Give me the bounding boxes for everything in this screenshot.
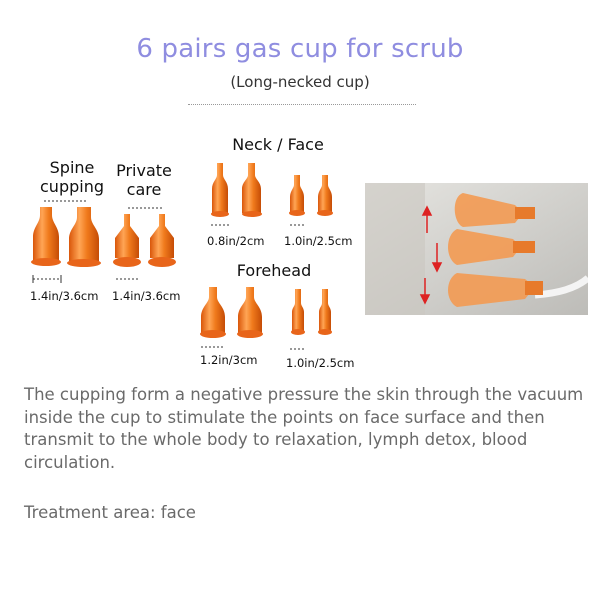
face-cup-right xyxy=(317,175,333,216)
neck-size-label: 0.8in/2cm xyxy=(207,234,265,248)
spine-cup-right xyxy=(67,207,101,267)
spine-size-label: 1.4in/3.6cm xyxy=(30,289,99,303)
forehead-cup-left xyxy=(200,287,226,338)
face-size-label: 1.0in/2.5cm xyxy=(284,234,353,248)
forehead-small-size-label: 1.0in/2.5cm xyxy=(286,356,355,370)
face-cup-left xyxy=(289,175,305,216)
treatment-area-text: Treatment area: face xyxy=(24,503,196,522)
neck-cup-right xyxy=(242,163,262,217)
forehead-small-cup-right xyxy=(318,289,332,335)
cupping-photo xyxy=(365,183,588,315)
neck-cup-left xyxy=(211,163,229,217)
forehead-small-cup-left xyxy=(291,289,305,335)
page-subtitle: (Long-necked cup) xyxy=(230,73,370,91)
forehead-size-label: 1.2in/3cm xyxy=(200,353,258,367)
description-text: The cupping form a negative pressure the skin through the vacuum inside the cup to stimulate the points on face surface and then transmit to the whole body to relaxation, lymph detox, blood circulation. xyxy=(24,385,584,472)
spine-cup-left xyxy=(31,207,61,266)
spine-cupping-label: Spine cupping xyxy=(40,158,104,196)
private-cup-left xyxy=(113,214,141,267)
private-size-label: 1.4in/3.6cm xyxy=(112,289,181,303)
forehead-cup-right xyxy=(237,287,263,338)
private-care-label: Private care xyxy=(116,161,172,199)
neck-face-label: Neck / Face xyxy=(232,135,324,154)
page-title: 6 pairs gas cup for scrub xyxy=(136,34,464,64)
forehead-label: Forehead xyxy=(236,261,312,280)
private-cup-right xyxy=(148,214,176,267)
cupping-photo-drawing xyxy=(365,183,588,315)
